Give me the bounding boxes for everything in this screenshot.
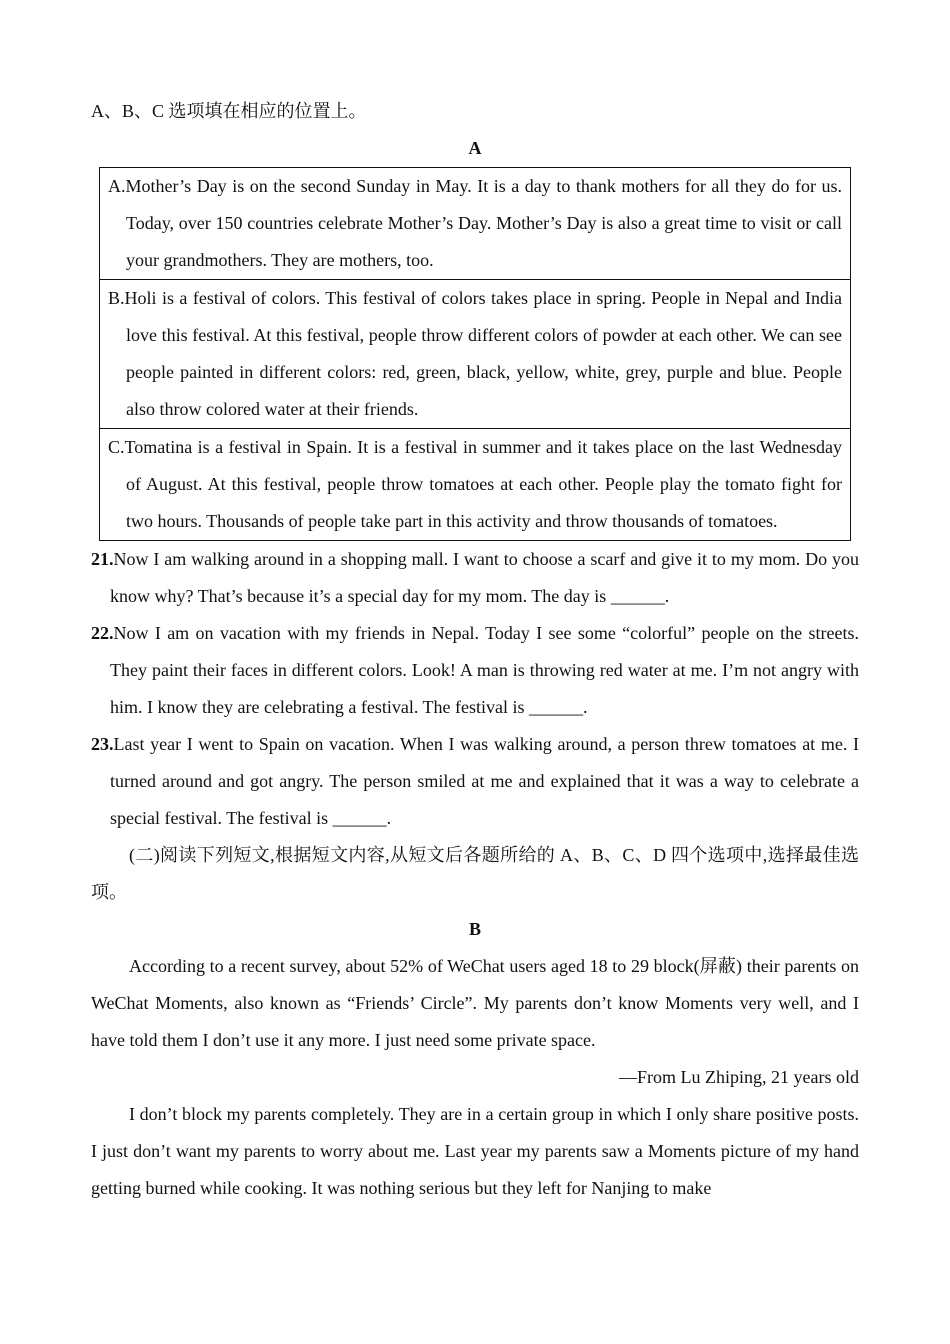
section-a-title: A: [468, 138, 482, 158]
options-box: [99, 167, 851, 541]
option-label: A.: [108, 176, 126, 196]
document-page: [91, 93, 859, 1207]
question-number: 23.: [91, 734, 114, 754]
option-a: [100, 168, 850, 279]
intro-instruction: A、B、C 选项填在相应的位置上。: [91, 101, 367, 121]
question-text: Now I am walking around in a shopping mall. I want to choose a scarf and give it to my mom. Do you know why? That’s because it’s a special day for my mom. The day is ______.: [110, 549, 859, 606]
question-number: 22.: [91, 623, 114, 643]
option-label: B.: [108, 288, 125, 308]
question-21: [91, 541, 859, 615]
option-text: Mother’s Day is on the second Sunday in May. It is a day to thank mothers for all they do for us. Today, over 150 countries celebrate Mother’s Day. Mother’s Day is also a great time to visit or call your grandmothers. They are mothers, too.: [125, 176, 842, 270]
question-number: 21.: [91, 549, 114, 569]
passage-b-paragraph-1: According to a recent survey, about 52% of WeChat users aged 18 to 29 block(屏蔽) their parents on WeChat Moments, also known as “Friends’ Circle”. My parents don’t know Moments very well, and I have told them I don’t use it any more. I just need some private space.: [91, 956, 859, 1050]
signature: —From Lu Zhiping, 21 years old: [619, 1067, 859, 1087]
passage-b-paragraph-2: I don’t block my parents completely. They are in a certain group in which I only share positive posts. I just don’t want my parents to worry about me. Last year my parents saw a Moments picture of my hand getting burned while cooking. It was nothing serious but they left for Nanjing to make: [91, 1104, 859, 1198]
section-b-title: B: [468, 919, 481, 939]
part-two-instruction: (二)阅读下列短文,根据短文内容,从短文后各题所给的 A、B、C、D 四个选项中,选择最佳选项。: [91, 845, 859, 902]
option-label: C.: [108, 437, 125, 457]
question-22: [91, 615, 859, 726]
option-text: Tomatina is a festival in Spain. It is a festival in summer and it takes place on the last Wednesday of August. At this festival, people throw tomatoes at each other. People play the tomato fight for two hours. Thousands of people take part in this activity and throw thousands of tomatoes.: [124, 437, 842, 531]
option-c: [100, 428, 850, 540]
question-23: [91, 726, 859, 837]
question-text: Now I am on vacation with my friends in Nepal. Today I see some “colorful” people on the streets. They paint their faces in different colors. Look! A man is throwing red water at me. I’m not angry with him. I know they are celebrating a festival. The festival is ______.: [110, 623, 859, 717]
option-text: Holi is a festival of colors. This festival of colors takes place in spring. People in Nepal and India love this festival. At this festival, people throw different colors of powder at each other. We can see people painted in different colors: red, green, black, yellow, white, grey, purple and blue. People also throw colored water at their friends.: [124, 288, 842, 419]
option-b: [100, 279, 850, 428]
question-text: Last year I went to Spain on vacation. When I was walking around, a person threw tomatoes at me. I turned around and got angry. The person smiled at me and explained that it was a way to celebrate a special festival. The festival is ______.: [110, 734, 859, 828]
